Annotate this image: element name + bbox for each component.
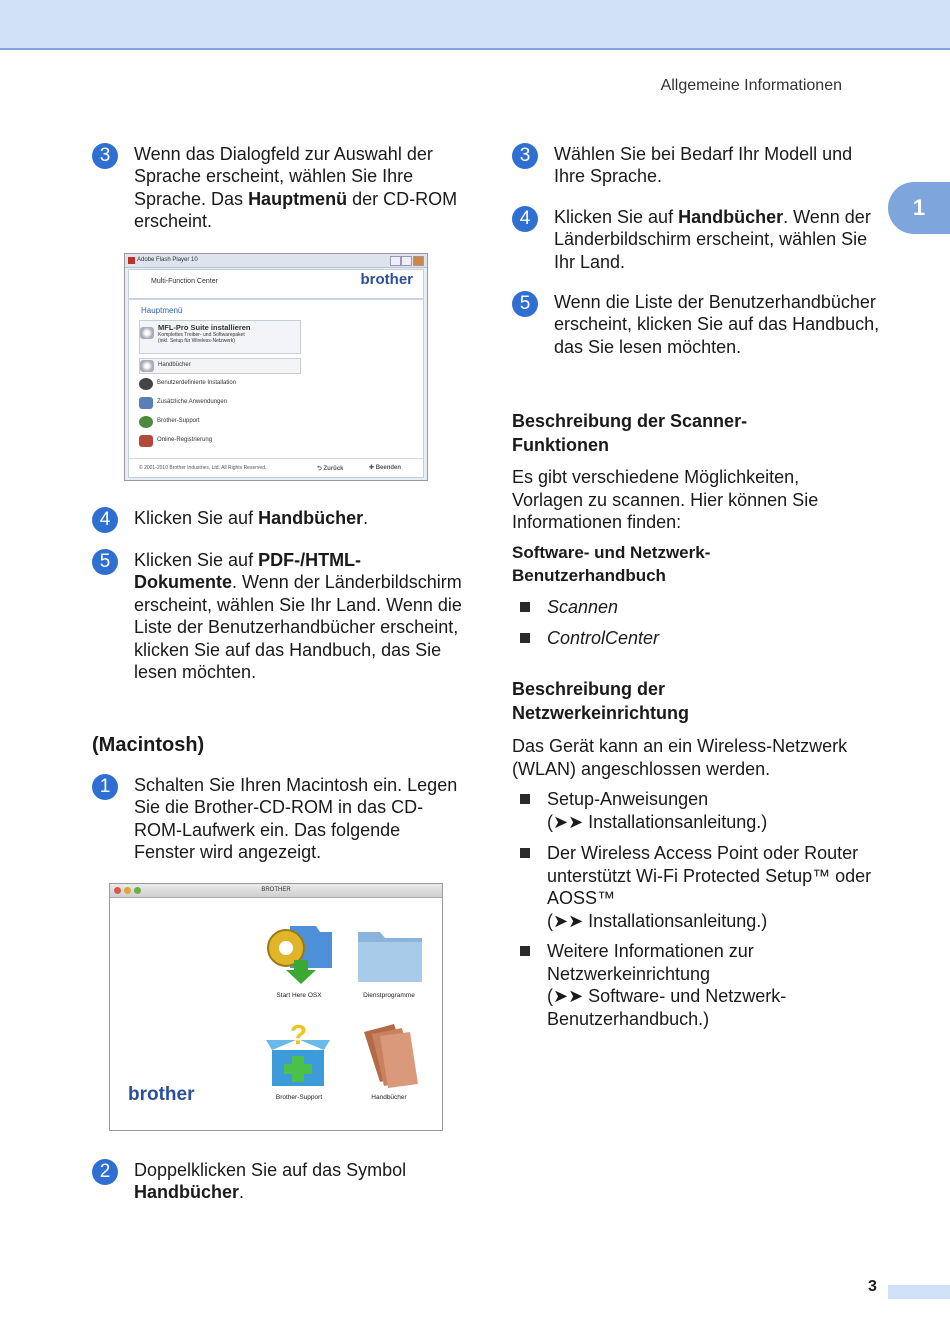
step-3-right (512, 143, 884, 188)
step-5-left (92, 549, 464, 683)
bullet-wps: Der Wireless Access Point oder Router unterstützt Wi-Fi Protected Setup™ oder AOSS™ (➤➤ Installationsanleitung.) (520, 842, 880, 932)
back-button-label: ⮌ Zurück (317, 466, 344, 472)
mac-window-screenshot (109, 883, 443, 1131)
bullet-square (520, 633, 530, 643)
scanner-text: Es gibt verschiedene Möglichkeiten, Vorlagen zu scannen. Hier können Sie Informationen finden: (512, 467, 819, 532)
zoom-icon (134, 887, 141, 894)
bullet-controlcenter: ControlCenter (520, 627, 659, 650)
window-footer: © 2001-2010 Brother Industries, Ltd. All Rights Reserved. ⮌ Zurück ✚ Beenden (129, 458, 423, 477)
support-icon (262, 1020, 334, 1090)
bullet-square (520, 848, 530, 858)
step-number-badge: 1 (92, 774, 118, 800)
bullet-scannen: Scannen (520, 596, 618, 619)
step-4-right (512, 206, 884, 273)
gear-icon (139, 378, 153, 390)
registration-icon (139, 435, 153, 447)
cd-icon (140, 327, 154, 339)
step-text: Wenn die Liste der Benutzerhandbücher erscheint, klicken Sie auf das Handbuch, das Sie lesen möchten. (554, 292, 880, 357)
step-text: Klicken Sie auf PDF-/HTML-Dokumente. Wenn der Länderbildschirm erscheint, wählen Sie Ihr Land. Wenn die Liste der Benutzerhandbücher erscheint, klicken Sie auf das Handbuch, das Sie lesen möchten. (134, 550, 462, 683)
minimize-icon (390, 256, 401, 266)
scanner-subheading: Software- und Netzwerk-Benutzerhandbuch (512, 543, 711, 585)
divider (129, 298, 423, 300)
brother-logo: brother (128, 1084, 195, 1105)
menu-item-registration: Online-Registrierung (139, 434, 299, 448)
header-bar (0, 0, 950, 50)
mac-step-1 (92, 774, 464, 864)
windows-menu-screenshot (124, 253, 428, 481)
close-icon (413, 256, 424, 266)
step-text: Doppelklicken Sie auf das Symbol Handbücher. (134, 1160, 407, 1203)
exit-button-label: ✚ Beenden (369, 465, 402, 471)
support-label: Brother-Support (275, 1094, 323, 1101)
folder-icon (354, 924, 426, 984)
svg-text:?: ? (290, 1020, 308, 1050)
network-heading: Beschreibung der Netzwerkeinrichtung (512, 679, 690, 723)
step-text: Schalten Sie Ihren Macintosh ein. Legen Sie die Brother-CD-ROM in das CD-ROM-Laufwerk ein. Das folgende Fenster wird angezeigt. (134, 775, 458, 863)
step-3-left (92, 143, 464, 233)
computer-icon (139, 397, 153, 409)
window-titlebar: Adobe Flash Player 10 (125, 254, 427, 268)
step-number-badge: 4 (92, 507, 118, 533)
step-4-left (92, 507, 464, 529)
bullet-square (520, 946, 530, 956)
section-title: Allgemeine Informationen (660, 77, 842, 94)
step-number-badge: 5 (512, 291, 538, 317)
cd-icon (140, 360, 154, 372)
brother-logo: brother (360, 271, 413, 288)
menu-window-content (128, 269, 424, 478)
step-number-badge: 2 (92, 1159, 118, 1185)
scanner-heading: Beschreibung der Scanner-Funktionen (512, 411, 748, 455)
bullet-square (520, 602, 530, 612)
bullet-setup: Setup-Anweisungen (➤➤ Installationsanleitung.) (520, 788, 880, 833)
menu-item-mfl-pro: MFL-Pro Suite installieren Komplettes Treiber- und Softwarepaket (inkl. Setup für Wireless-Netzwerk) (139, 320, 301, 354)
menu-item-custom-install: Benutzerdefinierte Installation (139, 377, 299, 391)
bullet-more-info: Weitere Informationen zur Netzwerkeinrichtung (➤➤ Software- und Netzwerk-Benutzerhandbuch.) (520, 940, 880, 1030)
step-5-right (512, 291, 884, 358)
flash-icon (128, 257, 135, 264)
mac-step-2 (92, 1159, 464, 1204)
step-number-badge: 4 (512, 206, 538, 232)
step-text: Wenn das Dialogfeld zur Auswahl der Sprache erscheint, wählen Sie Ihre Sprache. Das Hauptmenü der CD-ROM erscheint. (134, 144, 458, 232)
menu-item-apps: Zusätzliche Anwendungen (139, 396, 299, 410)
macintosh-heading: (Macintosh) (92, 734, 205, 756)
step-text: Klicken Sie auf Handbücher. (134, 508, 369, 528)
menu-title: Hauptmenü (141, 306, 183, 315)
mac-titlebar: BROTHER (110, 884, 442, 898)
step-number-badge: 3 (512, 143, 538, 169)
step-text: Wählen Sie bei Bedarf Ihr Modell und Ihre Sprache. (554, 144, 853, 187)
start-here-label: Start Here OSX (276, 992, 322, 999)
minimize-icon (124, 887, 131, 894)
manuals-icon (358, 1020, 424, 1088)
menu-item-support: Brother-Support (139, 415, 299, 429)
step-text: Klicken Sie auf Handbücher. Wenn der Länderbildschirm erscheint, wählen Sie Ihr Land. (554, 207, 871, 272)
window-subtitle: Multi-Function Center (151, 278, 218, 285)
footer-bar (888, 1285, 950, 1299)
bullet-square (520, 794, 530, 804)
manuals-label: Handbücher (371, 1094, 407, 1101)
page-number: 3 (868, 1278, 877, 1295)
start-here-icon (262, 920, 334, 986)
globe-icon (139, 416, 153, 428)
menu-item-handbuecher: Handbücher (139, 358, 301, 374)
step-number-badge: 3 (92, 143, 118, 169)
step-number-badge: 5 (92, 549, 118, 575)
close-icon (114, 887, 121, 894)
maximize-icon (401, 256, 412, 266)
utilities-label: Dienstprogramme (363, 992, 415, 999)
chapter-tab: 1 (888, 182, 950, 234)
network-text: Das Gerät kann an ein Wireless-Netzwerk (WLAN) angeschlossen werden. (512, 736, 848, 779)
